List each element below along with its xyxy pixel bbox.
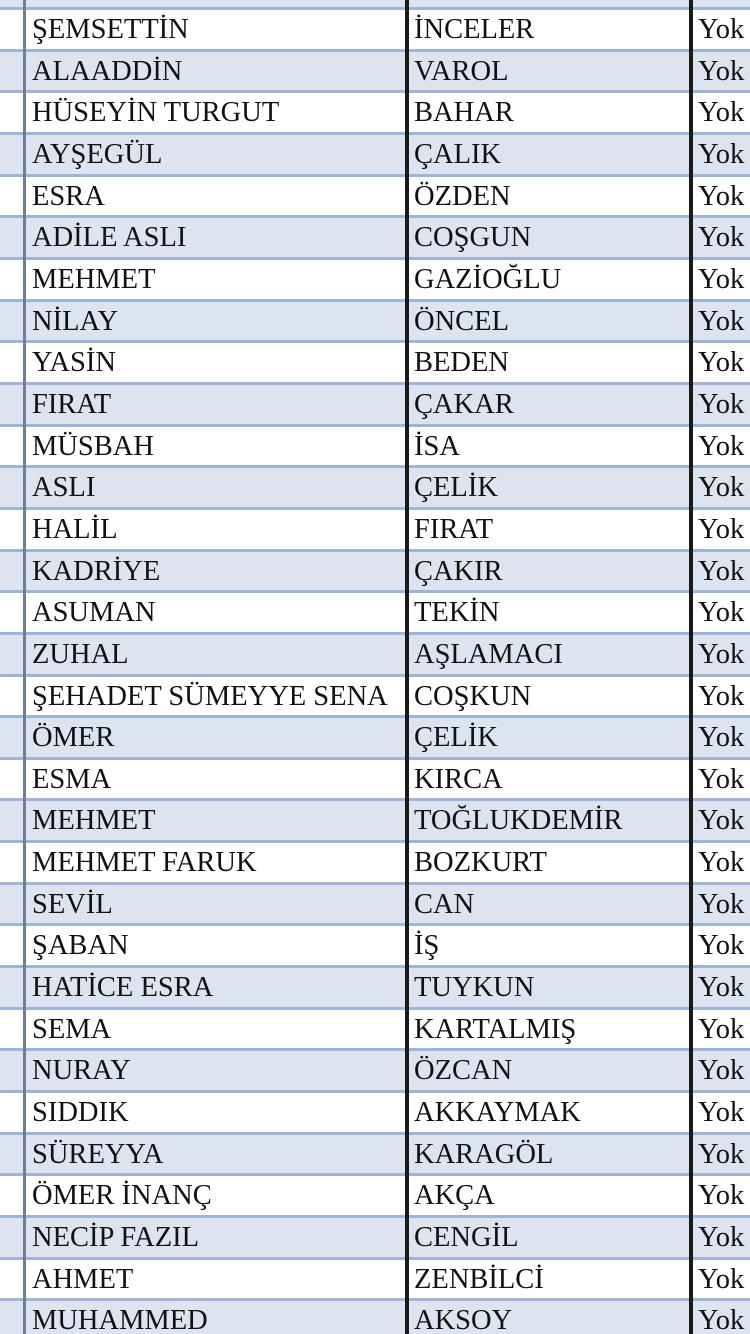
- status-cell[interactable]: Yok: [698, 1097, 745, 1129]
- first-name-cell[interactable]: FIRAT: [32, 388, 112, 420]
- first-name-cell[interactable]: SEVİL: [32, 888, 113, 920]
- status-cell[interactable]: Yok: [698, 972, 745, 1004]
- status-cell[interactable]: Yok: [698, 1055, 745, 1087]
- last-name-cell[interactable]: BEDEN: [414, 347, 509, 379]
- first-name-cell[interactable]: ŞEMSETTİN: [32, 14, 189, 45]
- last-name-cell[interactable]: ÇAKIR: [414, 555, 503, 587]
- last-name-cell[interactable]: GAZİOĞLU: [414, 263, 562, 295]
- first-name-cell[interactable]: SÜREYYA: [32, 1138, 164, 1170]
- first-name-cell[interactable]: ASLI: [32, 472, 96, 504]
- status-cell[interactable]: Yok: [698, 847, 745, 879]
- table-row: [0, 1173, 750, 1215]
- status-cell[interactable]: Yok: [698, 305, 745, 337]
- first-name-cell[interactable]: MEHMET: [32, 805, 156, 837]
- last-name-cell[interactable]: ÇELİK: [414, 722, 498, 754]
- table-row: [0, 590, 750, 632]
- table-row: [0, 132, 750, 174]
- table-row: [0, 1257, 750, 1299]
- first-name-cell[interactable]: ASUMAN: [32, 597, 156, 629]
- status-cell[interactable]: Yok: [698, 1013, 745, 1045]
- status-cell[interactable]: Yok: [698, 222, 745, 254]
- status-cell[interactable]: Yok: [698, 930, 745, 962]
- status-cell[interactable]: Yok: [698, 1222, 745, 1254]
- status-cell[interactable]: Yok: [698, 430, 745, 462]
- status-cell[interactable]: Yok: [698, 1180, 745, 1212]
- status-cell[interactable]: Yok: [698, 763, 745, 795]
- first-name-cell[interactable]: ZUHAL: [32, 638, 129, 670]
- last-name-cell[interactable]: İSA: [414, 430, 460, 462]
- last-name-cell[interactable]: ZENBİLCİ: [414, 1263, 544, 1295]
- last-name-cell[interactable]: KARTALMIŞ: [414, 1013, 577, 1045]
- table-row: [0, 1048, 750, 1090]
- status-cell[interactable]: Yok: [698, 888, 745, 920]
- table-row: [0, 1215, 750, 1257]
- last-name-cell[interactable]: AKKAYMAK: [414, 1097, 581, 1129]
- status-cell[interactable]: Yok: [698, 14, 745, 45]
- last-name-cell[interactable]: İŞ: [414, 930, 440, 962]
- column-divider-2: [689, 0, 693, 1334]
- first-name-cell[interactable]: HÜSEYİN TURGUT: [32, 97, 280, 129]
- last-name-cell[interactable]: ÇELİK: [414, 472, 498, 504]
- status-cell[interactable]: Yok: [698, 263, 745, 295]
- table-row: [0, 632, 750, 674]
- status-cell[interactable]: Yok: [698, 180, 745, 212]
- table-row: [0, 507, 750, 549]
- last-name-cell[interactable]: TEKİN: [414, 597, 500, 629]
- table-row: [0, 882, 750, 924]
- first-name-cell[interactable]: MEHMET: [32, 263, 156, 295]
- status-cell[interactable]: Yok: [698, 1263, 745, 1295]
- status-cell[interactable]: Yok: [698, 805, 745, 837]
- last-name-cell[interactable]: ÖZCAN: [414, 1055, 513, 1087]
- table-row: [0, 465, 750, 507]
- table-row: [0, 340, 750, 382]
- first-name-cell[interactable]: HALİL: [32, 513, 118, 545]
- table-row: [0, 382, 750, 424]
- status-cell[interactable]: Yok: [698, 555, 745, 587]
- first-name-cell[interactable]: ÖMER: [32, 722, 115, 754]
- table-row: [0, 674, 750, 716]
- last-name-cell[interactable]: KARAGÖL: [414, 1138, 554, 1170]
- status-cell[interactable]: Yok: [698, 55, 745, 87]
- first-name-cell[interactable]: ŞABAN: [32, 930, 129, 962]
- table-row: [0, 7, 750, 49]
- table-row: [0, 965, 750, 1007]
- status-cell[interactable]: Yok: [698, 638, 745, 670]
- last-name-cell[interactable]: ÖZDEN: [414, 180, 511, 212]
- last-name-cell[interactable]: FIRAT: [414, 513, 494, 545]
- first-name-cell[interactable]: SIDDIK: [32, 1097, 129, 1129]
- column-divider-1: [405, 0, 409, 1334]
- table-row: [0, 174, 750, 216]
- status-cell[interactable]: Yok: [698, 597, 745, 629]
- last-name-cell[interactable]: COŞGUN: [414, 222, 532, 254]
- first-name-cell[interactable]: ŞEHADET SÜMEYYE SENA: [32, 680, 388, 712]
- first-name-cell[interactable]: NİLAY: [32, 305, 119, 337]
- last-name-cell[interactable]: ÇAKAR: [414, 388, 514, 420]
- table-row: [0, 549, 750, 591]
- status-cell[interactable]: Yok: [698, 347, 745, 379]
- first-name-cell[interactable]: ALAADDİN: [32, 55, 183, 87]
- first-name-cell[interactable]: MÜSBAH: [32, 430, 154, 462]
- table-row: [0, 49, 750, 91]
- last-name-cell[interactable]: TUYKUN: [414, 972, 535, 1004]
- last-name-cell[interactable]: TOĞLUKDEMİR: [414, 805, 623, 837]
- table-row: [0, 215, 750, 257]
- table-row: [0, 299, 750, 341]
- first-name-cell[interactable]: ESMA: [32, 763, 112, 795]
- status-cell[interactable]: Yok: [698, 388, 745, 420]
- last-name-cell[interactable]: AKÇA: [414, 1180, 495, 1212]
- last-name-cell[interactable]: AŞLAMACI: [414, 638, 563, 670]
- first-name-cell[interactable]: AYŞEGÜL: [32, 138, 163, 170]
- status-cell[interactable]: Yok: [698, 97, 745, 129]
- status-cell[interactable]: Yok: [698, 680, 745, 712]
- table-row: [0, 90, 750, 132]
- table-row: [0, 1007, 750, 1049]
- status-cell[interactable]: Yok: [698, 722, 745, 754]
- first-name-cell[interactable]: YASİN: [32, 347, 116, 379]
- last-name-cell[interactable]: ÖNCEL: [414, 305, 509, 337]
- first-name-cell[interactable]: HATİCE ESRA: [32, 972, 214, 1004]
- left-border: [23, 0, 26, 1334]
- last-name-cell[interactable]: COŞKUN: [414, 680, 532, 712]
- status-cell[interactable]: Yok: [698, 1305, 745, 1334]
- table-body: [0, 7, 750, 1334]
- last-name-cell[interactable]: CENGİL: [414, 1222, 519, 1254]
- last-name-cell[interactable]: BAHAR: [414, 97, 514, 129]
- status-cell[interactable]: Yok: [698, 472, 745, 504]
- table-row: [0, 257, 750, 299]
- last-name-cell[interactable]: VAROL: [414, 55, 509, 87]
- table-row: [0, 798, 750, 840]
- last-name-cell[interactable]: BOZKURT: [414, 847, 547, 879]
- first-name-cell[interactable]: SEMA: [32, 1013, 112, 1045]
- first-name-cell[interactable]: AHMET: [32, 1263, 134, 1295]
- first-name-cell[interactable]: ESRA: [32, 180, 105, 212]
- status-cell[interactable]: Yok: [698, 138, 745, 170]
- table-row: [0, 923, 750, 965]
- first-name-cell[interactable]: MEHMET FARUK: [32, 847, 257, 879]
- last-name-cell[interactable]: İNCELER: [414, 14, 535, 45]
- table-row: [0, 840, 750, 882]
- first-name-cell[interactable]: ÖMER İNANÇ: [32, 1180, 212, 1212]
- last-name-cell[interactable]: AKSOY: [414, 1305, 513, 1334]
- table-row: [0, 1132, 750, 1174]
- status-cell[interactable]: Yok: [698, 513, 745, 545]
- first-name-cell[interactable]: NURAY: [32, 1055, 131, 1087]
- table-row: [0, 1090, 750, 1132]
- first-name-cell[interactable]: MUHAMMED: [32, 1305, 208, 1334]
- status-cell[interactable]: Yok: [698, 1138, 745, 1170]
- table-row: [0, 424, 750, 466]
- last-name-cell[interactable]: KIRCA: [414, 763, 503, 795]
- table-row: [0, 1298, 750, 1334]
- previous-row-edge: [0, 0, 750, 7]
- first-name-cell[interactable]: ADİLE ASLI: [32, 222, 187, 254]
- first-name-cell[interactable]: NECİP FAZIL: [32, 1222, 200, 1254]
- last-name-cell[interactable]: ÇALIK: [414, 138, 502, 170]
- last-name-cell[interactable]: CAN: [414, 888, 475, 920]
- table-row: [0, 715, 750, 757]
- first-name-cell[interactable]: KADRİYE: [32, 555, 161, 587]
- table-row: [0, 757, 750, 799]
